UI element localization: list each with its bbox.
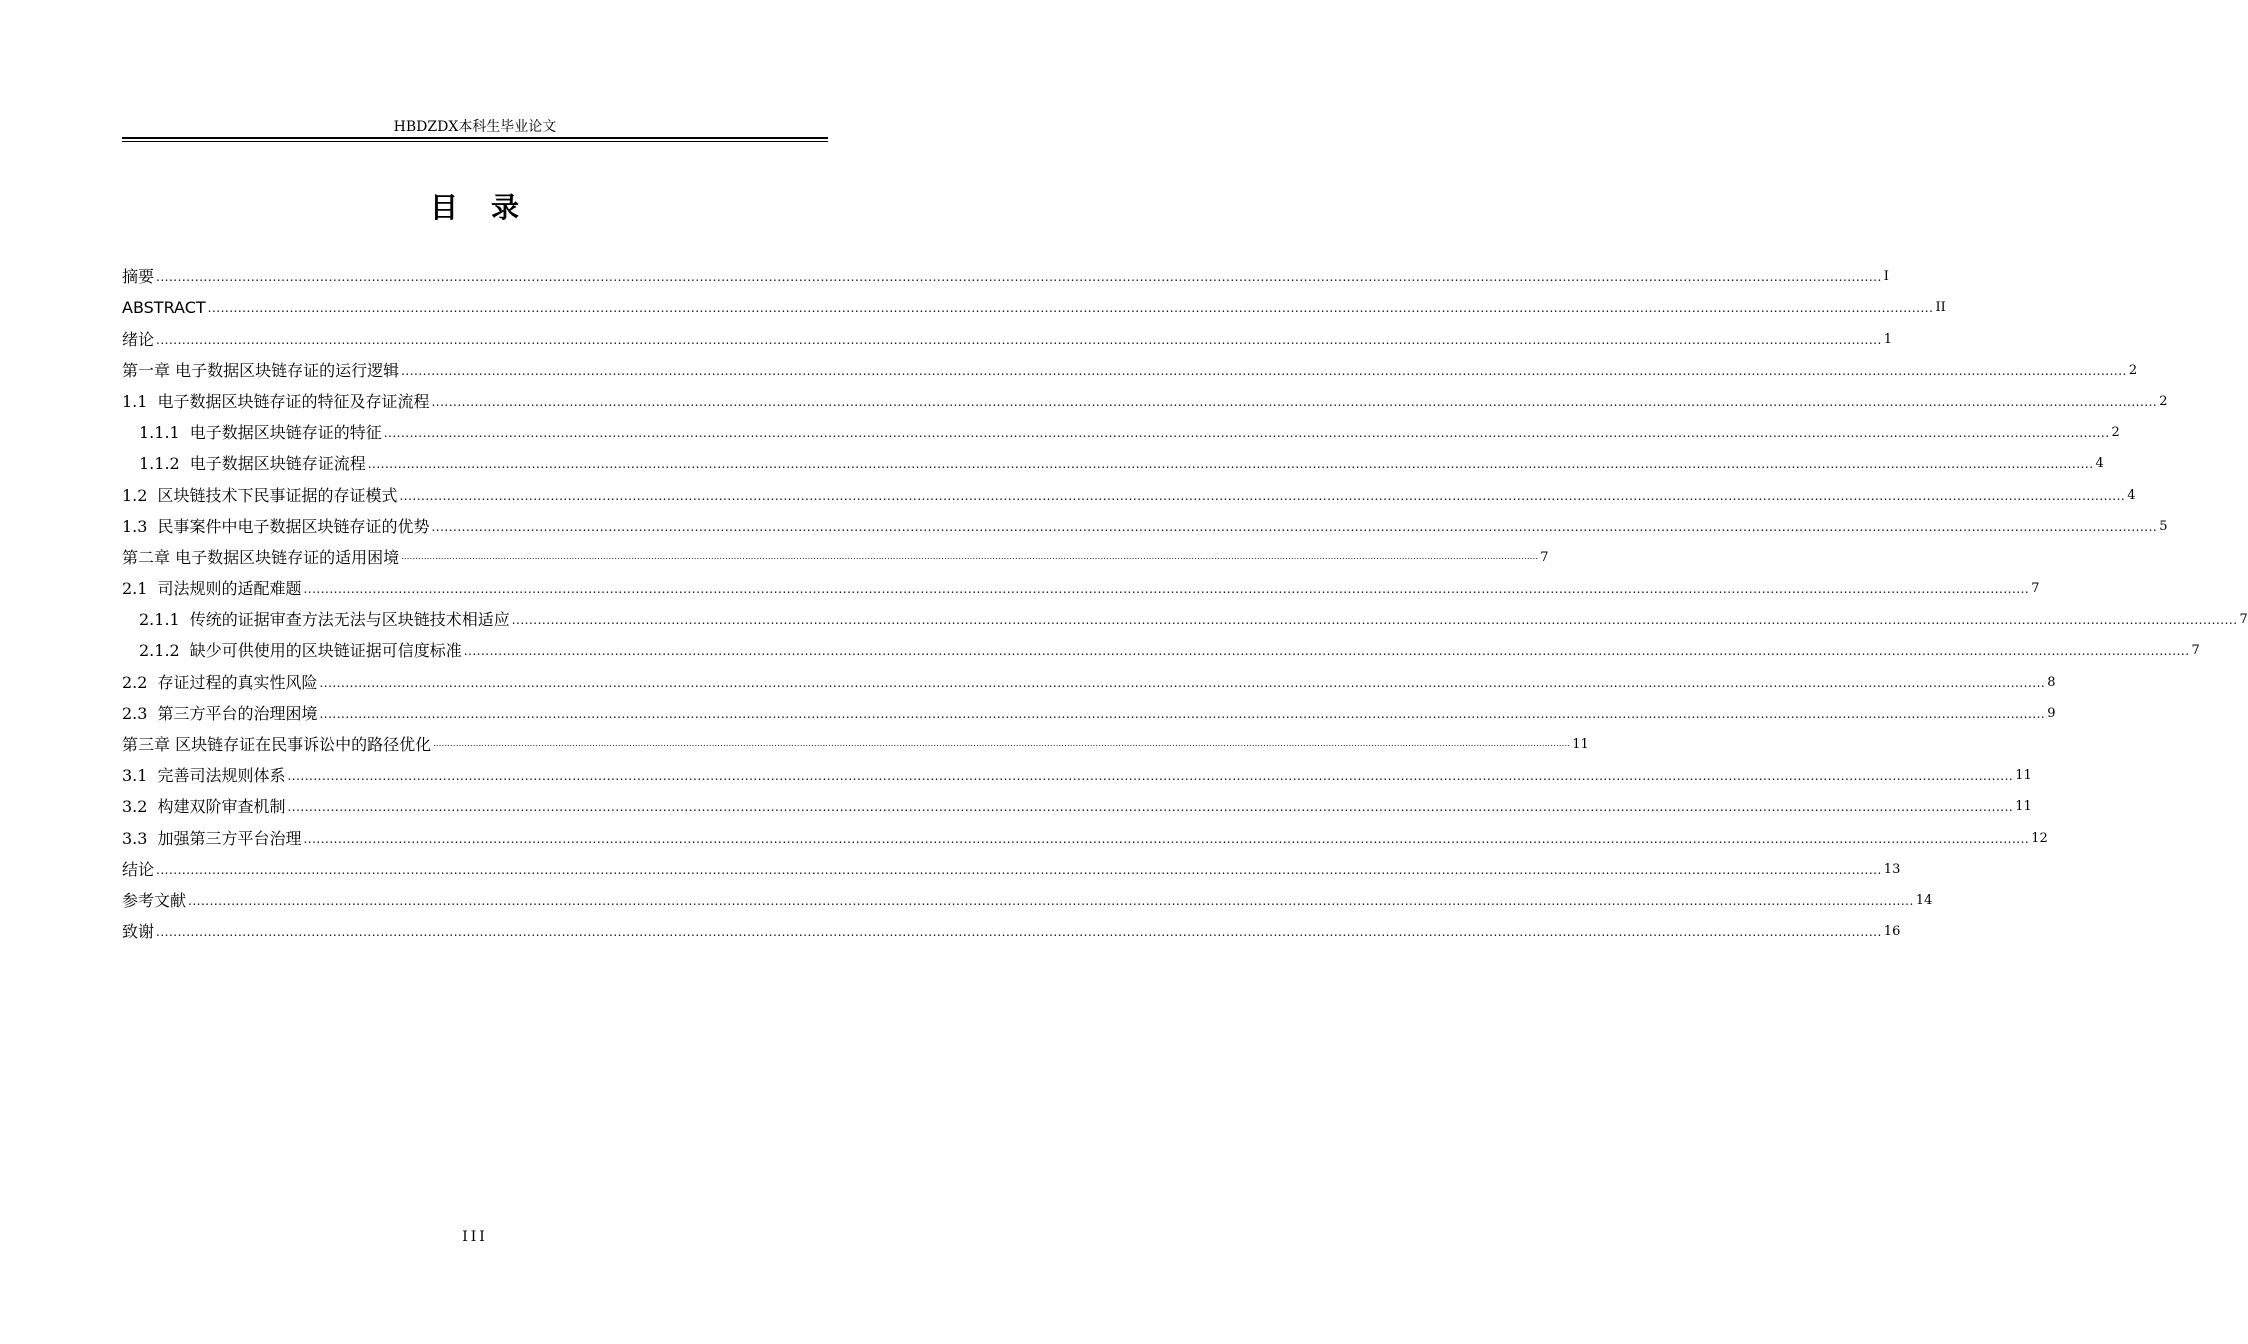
table-of-contents [122,256,2248,942]
toc-entry-page: 11 [1572,737,1589,752]
toc-leader-dots: ................................................................................................................................................................................................................................................................................................................................................................................................................ [367,457,2094,472]
toc-entry[interactable] [122,412,2120,443]
toc-entry-page: 7 [2191,643,2200,659]
toc-entry-number: 3.3 [122,828,148,848]
toc-entry-page: 13 [1883,861,1901,877]
toc-entry[interactable] [122,880,1933,911]
toc-leader-dots: ................................................................................................................................................................................................................................................................................................................................................................................................................ [431,394,2158,409]
page-number: III [462,1229,488,1245]
toc-entry[interactable] [122,350,2138,381]
toc-entry-label [122,330,154,350]
toc-entry-label [122,548,399,568]
toc-leader-dots: ................................................................................................................................................................................................................................................................................................................................................................................................................ [287,800,2014,815]
toc-title-char: 录 [491,191,521,224]
toc-entry-number: 2.3 [122,703,148,723]
toc-entry-page: 2 [2111,425,2120,441]
toc-entry-label [122,361,399,381]
toc-entry-title: 加强第三方平台治理 [157,828,302,848]
toc-entry[interactable] [122,786,2032,817]
toc-leader-dots: ................................................................................................................................................................................................................................................................................................................................................................................................................ [431,519,2158,534]
toc-entry-label [122,766,285,786]
toc-entry-label [139,610,510,630]
toc-entry[interactable] [122,443,2104,474]
toc-entry-number: 1.1.2 [139,454,180,474]
toc-leader-dots: ................................................................................................................................................................................................................................................................................................................................................................................................................ [188,893,1914,908]
toc-entry-label [122,392,429,412]
toc-entry[interactable] [122,661,2056,692]
toc-leader-dots: ................................................................................................................................................................................................................................................................................................................................................................................................................ [401,363,2127,378]
toc-entry-page: II [1935,300,1946,316]
toc-entry-number: 1.3 [122,516,148,536]
toc-leader-dots: ................................................................................................................................................................................................................................................................................................................................................................................................................ [463,644,2190,659]
toc-entry[interactable] [122,755,2032,786]
toc-entry-page: 4 [2095,456,2104,472]
toc-entry-number: 3.2 [122,797,148,817]
toc-entry-title: 绪论 [122,329,155,349]
running-header: HBDZDX本科生毕业论文 [393,119,557,135]
toc-entry[interactable] [122,287,1946,318]
toc-entry[interactable] [122,693,2056,724]
toc-entry-page: I [1883,269,1889,285]
toc-entry[interactable] [122,568,2040,599]
toc-entry-title: 构建双阶审查机制 [157,797,286,817]
toc-leader-dots: ................................................................................................................................................................................................................................................................................................................................................................................................................ [401,551,1539,561]
toc-entry-label [122,267,154,287]
toc-entry-page: 9 [2047,705,2056,721]
toc-leader-dots: ................................................................................................................................................................................................................................................................................................................................................................................................................ [156,862,1882,877]
toc-entry-label [139,423,382,443]
toc-entry-page: 12 [2031,830,2048,846]
toc-entry-label [139,454,366,474]
toc-entry[interactable] [122,506,2168,537]
toc-entry-label [122,829,301,849]
toc-entry[interactable] [122,630,2200,661]
toc-entry-label [122,735,431,755]
toc-entry-label [122,891,186,911]
toc-entry-title: 致谢 [122,922,155,942]
toc-entry-title: 民事案件中电子数据区块链存证的优势 [157,516,430,536]
toc-entry-title: 参考文献 [122,890,187,910]
toc-entry-page: 5 [2159,518,2168,534]
toc-leader-dots: ................................................................................................................................................................................................................................................................................................................................................................................................................ [319,706,2046,721]
toc-entry-label [122,517,429,537]
toc-leader-dots: ................................................................................................................................................................................................................................................................................................................................................................................................................ [156,332,1882,347]
toc-title [0,186,950,226]
header-rule-thick [122,137,828,139]
toc-entry-page: 2 [2128,362,2138,378]
toc-leader-dots: ................................................................................................................................................................................................................................................................................................................................................................................................................ [207,301,1934,316]
toc-entry-page: 7 [1540,549,1549,565]
toc-entry-page: 2 [2159,393,2168,409]
toc-entry-page: 14 [1915,892,1933,908]
toc-entry-page: 7 [2031,581,2040,597]
toc-entry-number: 2.1.2 [139,641,180,661]
toc-leader-dots: ................................................................................................................................................................................................................................................................................................................................................................................................................ [383,426,2110,441]
toc-leader-dots: ................................................................................................................................................................................................................................................................................................................................................................................................................ [156,270,1882,285]
toc-entry-number: 2.1.1 [139,610,180,630]
toc-title-char: 目 [429,191,459,224]
toc-leader-dots: ................................................................................................................................................................................................................................................................................................................................................................................................................ [319,675,2046,690]
toc-entry[interactable] [122,724,1589,755]
toc-entry-page: 16 [1883,924,1901,940]
toc-leader-dots: ................................................................................................................................................................................................................................................................................................................................................................................................................ [303,831,2030,846]
toc-entry[interactable] [122,817,2048,848]
toc-entry-page: 4 [2127,487,2136,503]
toc-leader-dots: ................................................................................................................................................................................................................................................................................................................................................................................................................ [287,769,2014,784]
toc-entry-title: 完善司法规则体系 [157,766,286,786]
toc-leader-dots: ................................................................................................................................................................................................................................................................................................................................................................................................................ [433,739,1571,748]
toc-entry-title: 电子数据区块链存证的特征及存证流程 [157,391,430,411]
toc-entry-label [122,797,285,817]
toc-entry-label [139,641,462,661]
toc-entry-page: 7 [2239,612,2248,628]
toc-entry-page: 11 [2015,799,2032,815]
toc-entry-label [122,860,154,880]
toc-entry-title: 司法规则的适配难题 [157,579,302,599]
toc-leader-dots: ................................................................................................................................................................................................................................................................................................................................................................................................................ [399,488,2126,503]
toc-entry-title: 电子数据区块链存证的特征 [189,423,382,443]
toc-entry-number: 1.1.1 [139,423,180,443]
toc-entry-title: 缺少可供使用的区块链证据可信度标准 [189,641,462,661]
toc-entry-number: 2.2 [122,672,148,692]
toc-entry-label [122,486,397,506]
toc-entry-number: 3.1 [122,766,148,786]
toc-entry[interactable] [122,911,1901,942]
toc-entry-page: 8 [2047,674,2056,690]
toc-leader-dots: ................................................................................................................................................................................................................................................................................................................................................................................................................ [303,582,2030,597]
toc-entry[interactable] [122,318,1893,349]
toc-entry[interactable] [122,474,2136,505]
toc-entry-title: 第一章 电子数据区块链存证的运行逻辑 [122,360,400,380]
toc-entry-page: 1 [1883,331,1893,347]
toc-entry[interactable] [122,849,1901,880]
toc-leader-dots: ................................................................................................................................................................................................................................................................................................................................................................................................................ [156,925,1882,940]
toc-leader-dots: ................................................................................................................................................................................................................................................................................................................................................................................................................ [511,613,2238,628]
toc-entry-title: 第二章 电子数据区块链存证的适用困境 [122,547,400,567]
toc-entry-title: 第三方平台的治理困境 [157,703,318,723]
toc-entry-number: 1.1 [122,391,148,411]
toc-entry-title: 存证过程的真实性风险 [157,672,318,692]
toc-entry-label [122,579,301,599]
toc-entry[interactable] [122,599,2248,630]
toc-entry-title: 传统的证据审查方法无法与区块链技术相适应 [189,610,510,630]
toc-entry-title: 结论 [122,859,155,879]
toc-entry-page: 11 [2015,768,2032,784]
toc-entry-title: 第三章 区块链存证在民事诉讼中的路径优化 [122,735,432,754]
toc-entry-title: ABSTRACT [122,298,206,318]
toc-entry[interactable] [122,537,1549,568]
toc-entry-label [122,922,154,942]
toc-entry-label [122,298,206,318]
toc-entry-title: 区块链技术下民事证据的存证模式 [157,485,398,505]
toc-entry[interactable] [122,256,1889,287]
toc-entry-label [122,704,317,724]
toc-entry-title: 电子数据区块链存证流程 [189,454,366,474]
toc-entry-title: 摘要 [122,267,155,287]
toc-entry-number: 2.1 [122,579,148,599]
toc-entry-label [122,673,317,693]
header-rule-thin [122,141,828,142]
toc-entry[interactable] [122,381,2168,412]
toc-entry-number: 1.2 [122,485,148,505]
